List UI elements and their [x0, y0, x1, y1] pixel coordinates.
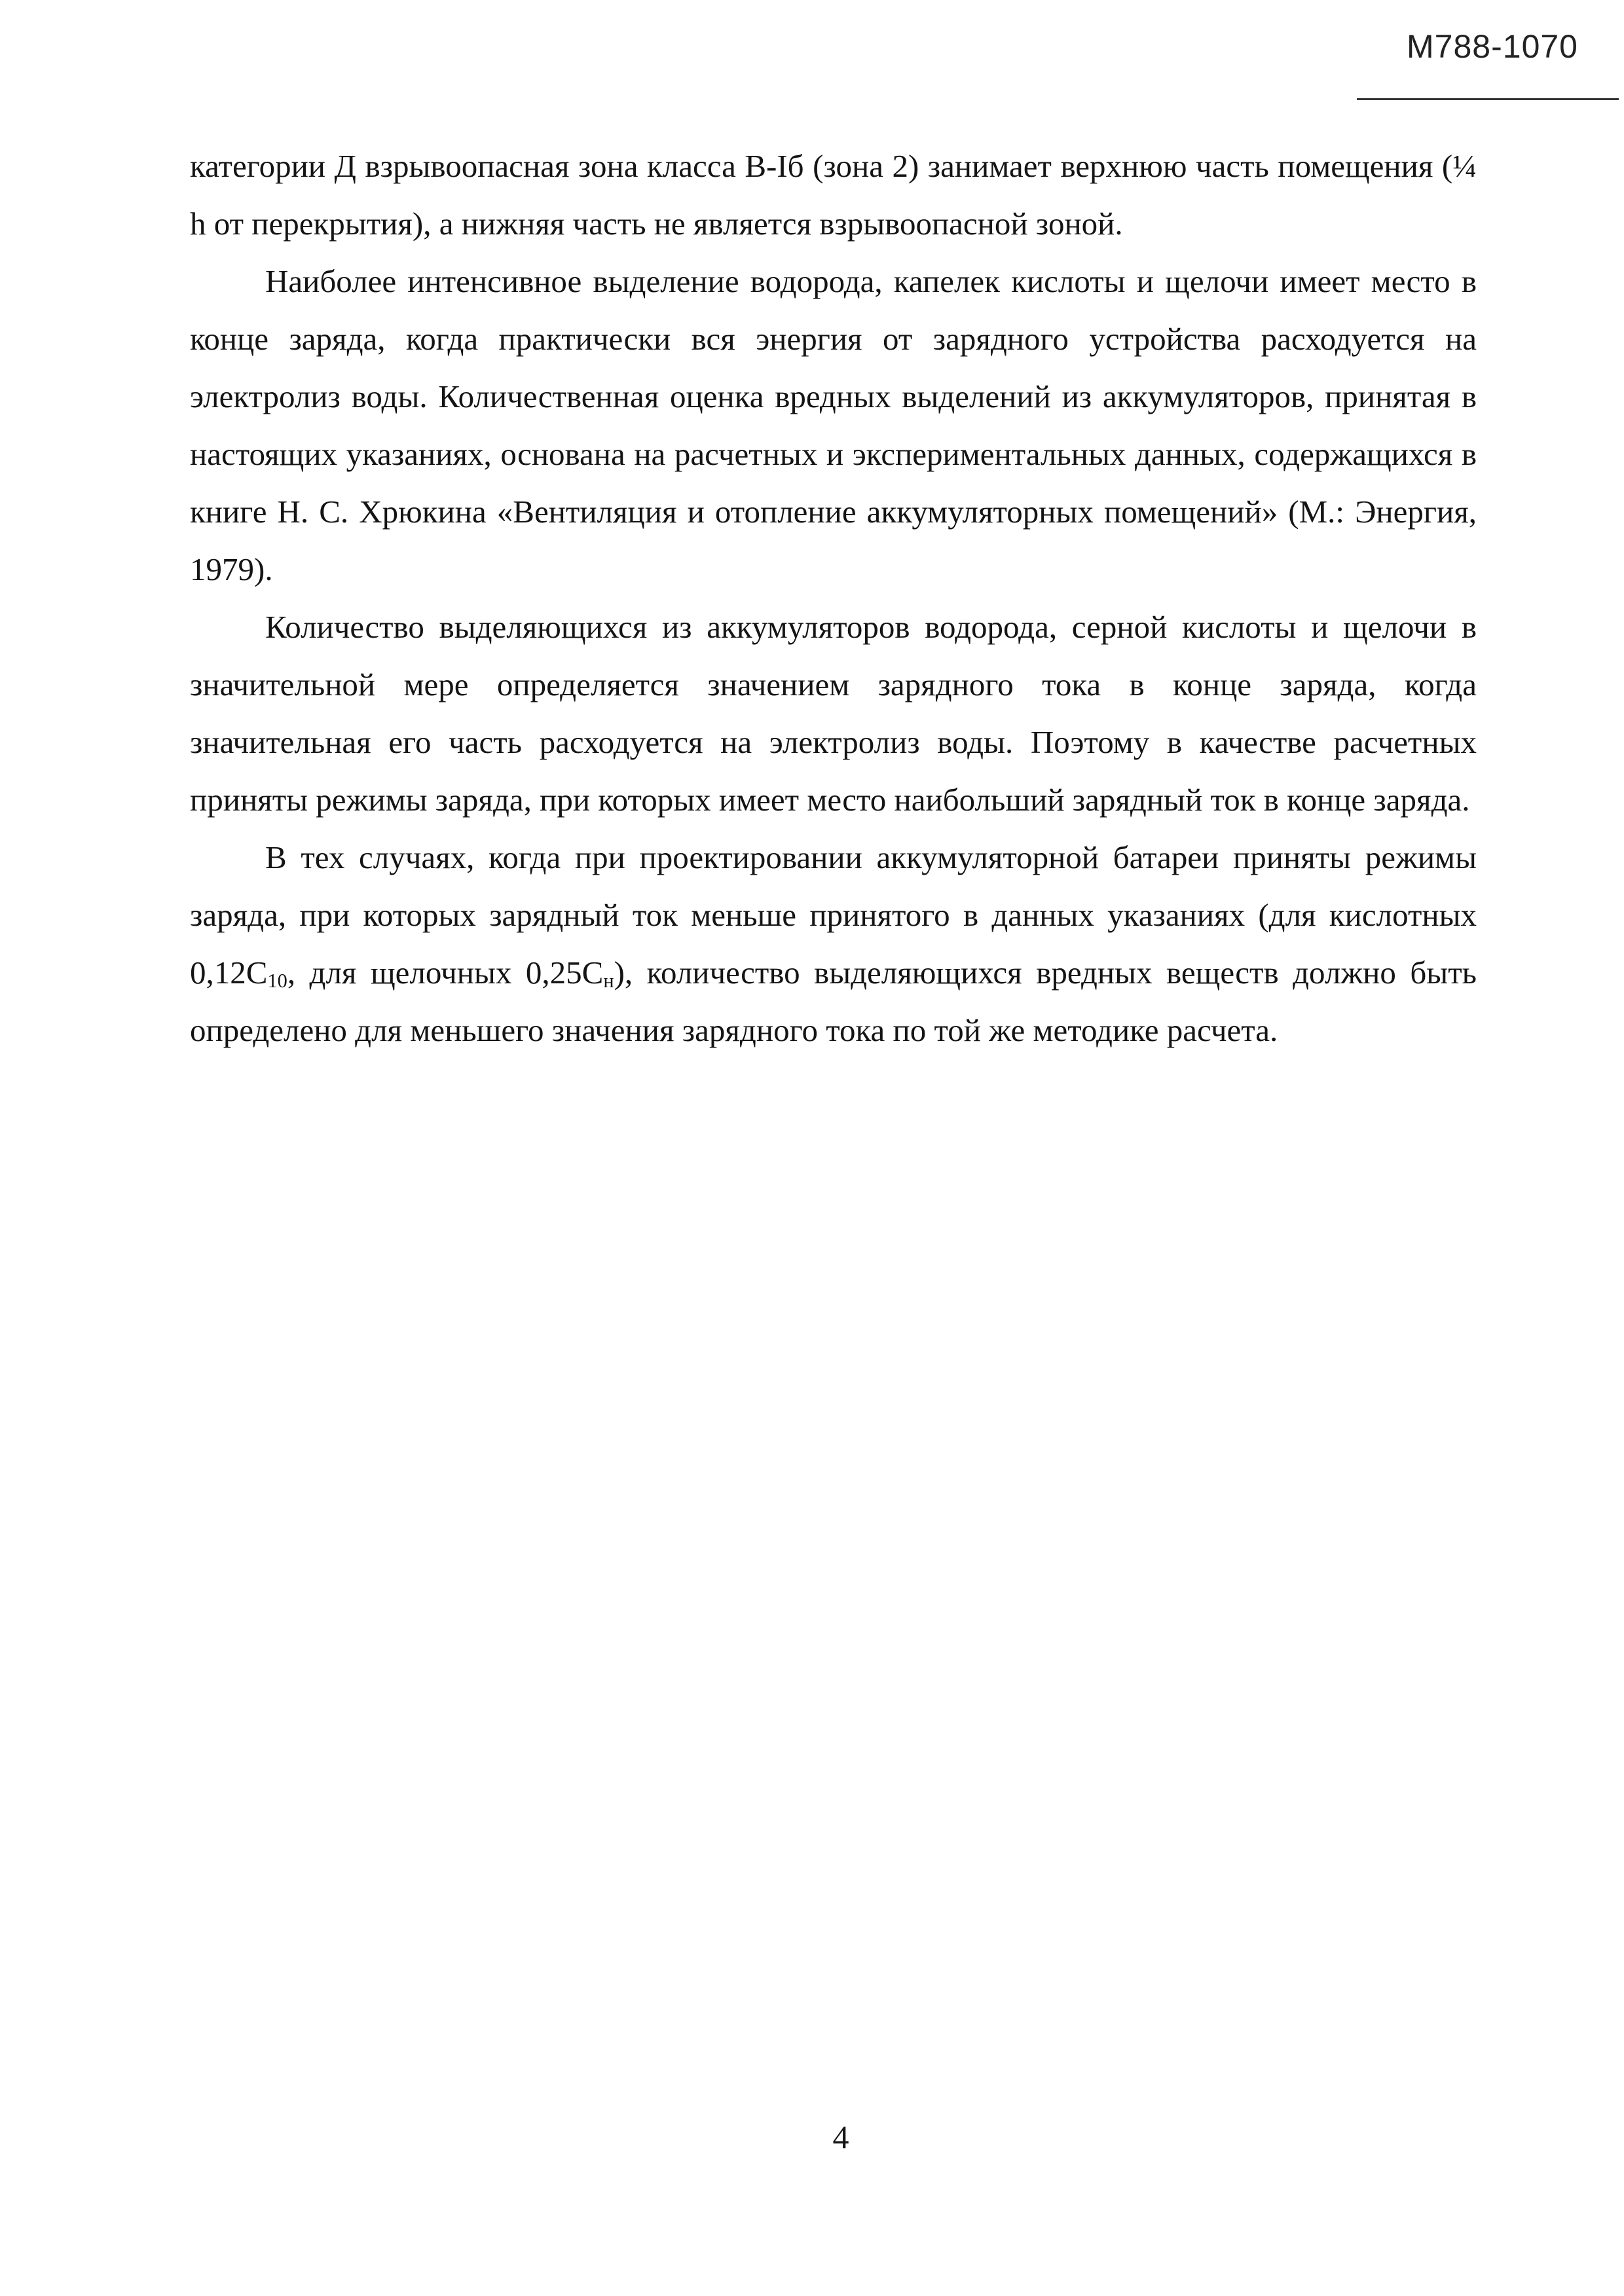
page-number: 4: [832, 2119, 849, 2155]
paragraph-text-part: ), количество выделяющихся вредных веществ должно быть определено для меньшего значения зарядного тока по той же методике расчета.: [190, 955, 1477, 1048]
paragraph-continuation: категории Д взрывоопасная зона класса В-Iб (зона 2) занимает верхнюю часть помещения (¼ h от перекрытия), а нижняя часть не является взрывоопасной зоной.: [190, 148, 1477, 242]
paragraph-charge-current: Количество выделяющихся из аккумуляторов водорода, серной кислоты и щелочи в значительной мере определяется значением зарядного тока в конце заряда, когда значительная его часть расходуется на электролиз воды. Поэтому в качестве расчетных приняты режимы заряда, при которых имеет место наибольший зарядный ток в конце заряда.: [190, 609, 1477, 818]
paragraph-text-part: , для щелочных 0,25C: [287, 955, 604, 991]
subscript-acid: 10: [267, 970, 287, 993]
subscript-alkaline: н: [603, 970, 614, 993]
paragraph-reduced-current: [190, 829, 1477, 1059]
paragraph-hydrogen-emission: Наиболее интенсивное выделение водорода, капелек кислоты и щелочи имеет место в конце заряда, когда практически вся энергия от зарядного устройства расходуется на электролиз воды. Количественная оценка вредных выделений из аккумуляторов, принятая в настоящих указаниях, основана на расчетных и экспериментальных данных, содержащихся в книге Н. С. Хрюкина «Вентиляция и отопление аккумуляторных помещений» (М.: Энергия, 1979).: [190, 263, 1477, 587]
paragraph-text-part: В тех случаях, когда при проектировании аккумуляторной батареи приняты режимы заряда, при которых зарядный ток меньше принятого в данных указаниях (для кислотных 0,12C: [190, 839, 1477, 991]
document-code: М788-1070: [1407, 28, 1578, 65]
document-body: [190, 137, 1477, 1059]
header-rule: [1357, 98, 1619, 100]
